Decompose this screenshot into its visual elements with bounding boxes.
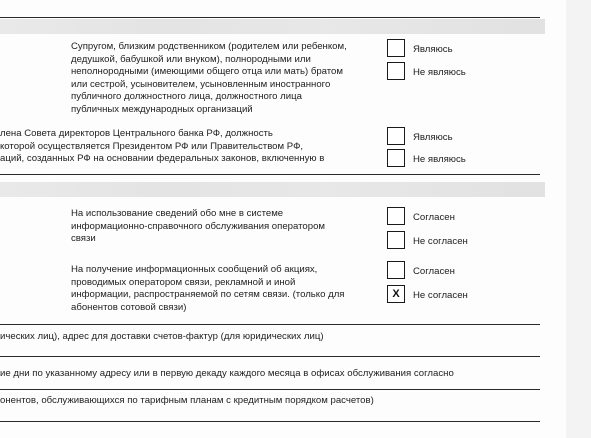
gray-header-band (0, 19, 545, 34)
checkbox-not-official[interactable] (387, 149, 405, 167)
gray-section-band (0, 182, 545, 197)
checkbox-disagree-info-system[interactable] (387, 231, 405, 249)
section-rule (0, 324, 540, 325)
option-label: Не согласен (413, 290, 468, 301)
page-edge (566, 0, 591, 438)
info-system-consent-text: На использование сведений обо мне в системе информационно-справочного обслуживания оператором связи (71, 208, 326, 245)
section-rule (0, 421, 540, 422)
delivery-address-line: ических лиц), адрес для доставки счетов-фактур (для юридических лиц) (0, 331, 324, 342)
checkbox-am-relative[interactable] (387, 39, 405, 57)
central-bank-clause-text: лена Совета директоров Центрального банка РФ, должность которой осуществляется Президентом РФ или Правительством РФ, аций, созданных РФ на основании федеральных законов, включенную в (0, 128, 325, 165)
option-label: Согласен (413, 266, 455, 277)
section-rule (0, 174, 540, 175)
ads-consent-text: На получение информационных сообщений об акциях, проводимых оператором связи, рекламной и иной информации, распространяемой по сетям связи. (только для абонентов сотовой связи) (71, 264, 345, 313)
option-label: Являюсь (413, 132, 453, 143)
option-label: Не являюсь (413, 67, 466, 78)
section-rule (0, 356, 540, 357)
option-label: Не согласен (413, 236, 468, 247)
option-label: Согласен (413, 212, 455, 223)
checkbox-am-official[interactable] (387, 127, 405, 145)
checkbox-not-relative[interactable] (387, 62, 405, 80)
option-label: Являюсь (413, 44, 453, 55)
checkbox-agree-ads[interactable] (387, 261, 405, 279)
checkbox-disagree-ads[interactable]: X (387, 285, 405, 303)
top-rule (0, 17, 540, 18)
credit-plan-line: онентов, обслуживающихся по тарифным планам с кредитным порядком расчетов) (0, 395, 374, 406)
option-label: Не являюсь (413, 154, 466, 165)
checkbox-agree-info-system[interactable] (387, 207, 405, 225)
office-visit-line: ие дни по указанному адресу или в первую декаду каждого месяца в офисах обслуживания согласно (0, 368, 454, 379)
section-rule (0, 389, 540, 390)
relative-clause-text: Супругом, близким родственником (родителем или ребенком, дедушкой, бабушкой или внуком), полнородными или неполнородными (имеющими общего отца или мать) братом или сестрой, усыновителем, усыновленным иностранного публичного должностного лица, должностного лица публичных международных организаций (71, 41, 347, 115)
